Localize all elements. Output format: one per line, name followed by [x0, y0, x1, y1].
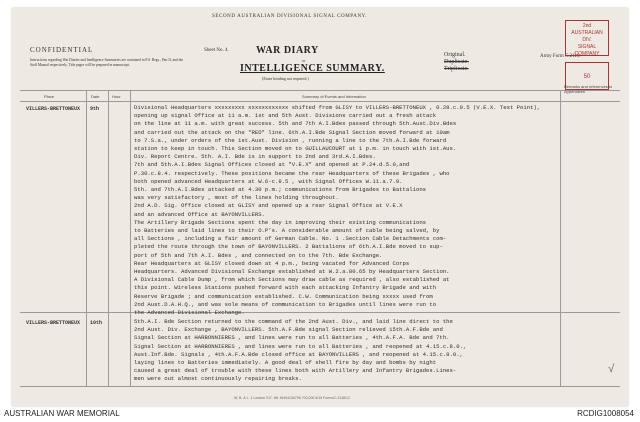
column-rule-date [108, 90, 109, 386]
title-or: or [302, 58, 306, 63]
column-header-remarks: Remarks and references to Appendices [564, 84, 613, 94]
entry-date: 9th [90, 106, 100, 112]
entry-line: and an advanced Office at BAYONVILLERS. [134, 210, 265, 218]
entry-line: to Batteries and laid lines to their O.P's. A considerable amount of cable being salved, by [134, 227, 440, 235]
entry-line: all Sections , including a fair amount of German Cable. No. 1 .Section Cable Detachments com- [134, 235, 447, 243]
entry-line: pleted the route through the town of BAYONVILLERS. 2 Battalions of 6th.A.I.Bde moved to sup- [134, 243, 443, 251]
entry-line: laying lines to Batteries immediately. A good deal of shell fire by day and bombs by night [134, 359, 437, 367]
entry-line: Rear Headquarters at GLISY closed down at 4 p.m., being vacated for Advanced Corps [134, 259, 410, 267]
entry-line: to 7.S.a., under orders of the 1st.Aust. Division , running a line to the 7th.A.I.Bde forward [134, 136, 447, 144]
column-header-date: Date [91, 94, 100, 99]
entry-line: caused a great deal of trouble with these lines both with Artillery and Infantry Brigades.Lines- [134, 367, 457, 375]
column-header-summary: Summary of Events and Information [302, 94, 366, 99]
entry-place: VILLERS-BRETTONEUX [26, 106, 81, 112]
entry-line: Reserve Brigade ; and communication established. C.W. Communication being xxxxx used from [134, 292, 433, 300]
entry-line: Headquarters. Advanced Divisional Exchange established at W.2.a.80.65 by Headquarters Section. [134, 268, 450, 276]
entry-line: was very satisfactory , most of the lines holding throughout. [134, 194, 339, 202]
table-bottom-rule [20, 386, 620, 387]
duplicate-label: Duplicate. [444, 59, 469, 65]
entry-text [134, 104, 540, 317]
entry-line: Signal Section at HARBONNIERES , and lines were run to all Batteries , and reopened at 4.15.c.8.0., [134, 342, 467, 350]
signal-company-stamp: 2nd AUSTRALIAN DIV. SIGNAL COMPANY [565, 20, 609, 56]
entry-line: opening up signal Office at 11 a.m. 1st and 5th Aust. Divisions carried out a fresh attack [134, 112, 437, 120]
confidential-label: CONFIDENTIAL [30, 46, 94, 54]
entry-line: A Divisional Cable Dump , from which Sections may draw cable as required , also established at [134, 276, 450, 284]
entry-line: this point. Wireless Stations pushed forward with each attacking Infantry Brigade and with [134, 284, 437, 292]
entry-place: VILLERS-BRETTONEUX [26, 320, 81, 326]
entry-line: the Advanced Divisional Exchange. [134, 309, 245, 317]
entry-line: The Artillery Brigade Sections spent the day in improving their existing communications [134, 218, 427, 226]
column-rule-place [86, 90, 87, 386]
column-header-place: Place [44, 94, 55, 99]
page-number-stamp: 50 [565, 62, 609, 90]
entry-line: 2nd A.D. Sig. Office closed at GLISY and opened up a rear Signal Office at V.E.X [134, 202, 403, 210]
entry-line: P.30.c.8.4. respectively. These positions became the rear Headquarters of these Brigades , who [134, 169, 450, 177]
column-rule-hour [130, 90, 131, 386]
entry-line: station to keep in touch. This Section moved on to GUILLAUCOURT at 1 p.m. in touch with 1st.Aus. [134, 145, 457, 153]
title-war-diary: WAR DIARY [256, 45, 319, 56]
entry-line: 5th.A.I. Bde Section returned to the command of the 2nd Aust. Div., and laid line direct to the [134, 318, 453, 325]
printer-footer: W. B. & L. 1 London S.E. Wt. W4041/M706 700,000 5/15 Forms/C.2118/12 [234, 396, 350, 400]
entry-line: 2nd Aust. Div. Exchange , BAYONVILLERS. 5th.A.F.Bde signal Section relieved 15th.A.F.Bde and [134, 326, 443, 334]
entry-text [134, 318, 466, 384]
original-label: Original. [444, 52, 466, 58]
entry-line: Div. Report Centre. 5th. A.I. Bde is in support to 2nd and 3rd.A.I.Bdes. [134, 153, 376, 161]
entry-date: 10th [90, 320, 103, 326]
entry-line: Signal Section at HARBONNIERES , and lines were run to all Batteries , 4th.A.F.A. Bde and 7th. [134, 334, 450, 342]
army-form-label: Army Form C.2118. [540, 54, 581, 59]
archive-credit: AUSTRALIAN WAR MEMORIAL [4, 409, 120, 418]
instructions-text: Instructions regarding War Diaries and Intelligence Summaries are contained in F.S. Regs., Part II, and the Staff Manual respectively. Title pages will be prepared in manuscript. [30, 58, 184, 67]
entry-line: Divisional Headquarters xxxxxxxxx xxxxxxxxxxxx shifted from GLISY to VILLERS-BRETTONEUX , 0.28.c.9.5 (V.E.X. Test Point), [134, 104, 541, 111]
column-rule-remarks [560, 90, 561, 386]
entry-line: 7th and 5th.A.I.Bdes Signal Offices closed at "V.E.X" and opened at P.24.d.5.0,and [134, 161, 410, 169]
title-hint: (Erase heading not required.) [262, 76, 309, 81]
table-top-rule [20, 90, 620, 91]
entry-line: Aust.Inf.Bde. Signals , 4th.A.F.A.Bde closed office at BAYONVILLERS , and reopened at 4.15.c.8.0., [134, 350, 463, 358]
entry-line: on the line at 11 a.m. with great success. 5th and 7th A.I.Bdes passed through 5th.Aust.Div.Bdes [134, 120, 457, 128]
record-id: RCDIG1008054 [577, 409, 634, 418]
entry-line: port of 5th and 7th A.I. Bdes , and connected on to the 7th. Bde Exchange. [134, 251, 383, 259]
table-header-rule [20, 101, 620, 102]
triplicate-label: Triplicate. [444, 66, 469, 72]
title-intelligence-summary: INTELLIGENCE SUMMARY. [240, 63, 385, 74]
sheet-number: Sheet No. 4. [204, 48, 229, 53]
pencil-tick-mark: √ [608, 364, 615, 376]
entry-line: both opened advanced Headquarters at W.6-c.8.5 , with Signal Offices W.11.a.7.9. [134, 177, 403, 185]
war-diary-sheet [12, 8, 628, 406]
entry-line: and carried out the attack on the "RED" line. 6th.A.I.Bde Signal Section moved forward at 10am [134, 128, 450, 136]
unit-heading: SECOND AUSTRALIAN DIVISIONAL SIGNAL COMPANY. [212, 14, 368, 19]
entry-line: 5th. and 7th.A.I.Bdes attacked at 4.30 p.m.; communications from Brigades to Battalions [134, 186, 427, 194]
column-header-hour: Hour [112, 94, 121, 99]
entry-line: 2nd Aust.D.A.H.Q., and was sole means of communication to Brigades until lines were run to [134, 300, 437, 308]
entry-line: men were out almost continuously repairing breaks. [134, 375, 302, 383]
